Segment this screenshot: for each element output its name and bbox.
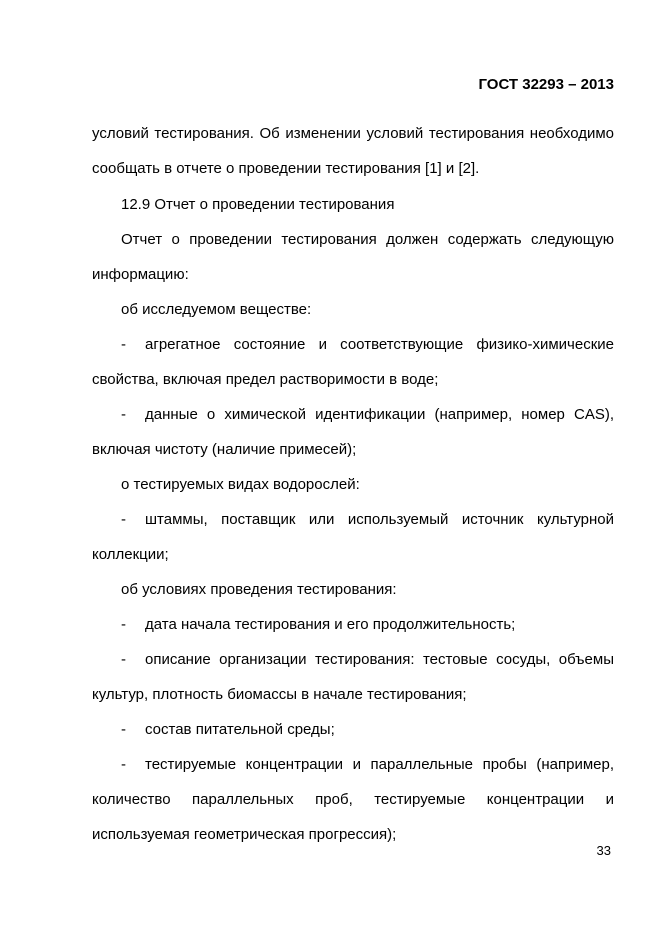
subsection-label: об исследуемом веществе: [121, 301, 312, 318]
list-dash: - [121, 721, 126, 738]
list-item-text: штаммы, поставщик или используемый источник культурной [145, 511, 614, 528]
text-line: используемая геометрическая прогрессия); [92, 826, 397, 843]
page-number: 33 [596, 843, 611, 858]
list-dash: - [121, 616, 126, 633]
text-line: свойства, включая предел растворимости в воде; [92, 371, 439, 388]
list-dash: - [121, 651, 126, 668]
list-dash: - [121, 756, 126, 773]
text-line: Отчет о проведении тестирования должен содержать следующую [121, 231, 614, 248]
section-heading: 12.9 Отчет о проведении тестирования [121, 196, 395, 213]
list-item-text: данные о химической идентификации (например, номер CAS), [145, 406, 614, 423]
subsection-label: об условиях проведения тестирования: [121, 581, 397, 598]
list-dash: - [121, 511, 126, 528]
list-item-text: дата начала тестирования и его продолжительность; [145, 616, 516, 633]
text-line: коллекции; [92, 546, 169, 563]
list-dash: - [121, 406, 126, 423]
list-item-text: состав питательной среды; [145, 721, 335, 738]
list-dash: - [121, 336, 126, 353]
text-line: информацию: [92, 266, 189, 283]
text-line: включая чистоту (наличие примесей); [92, 441, 357, 458]
text-line: сообщать в отчете о проведении тестирования [1] и [2]. [92, 160, 480, 177]
text-line: количество параллельных проб, тестируемые концентрации и [92, 791, 614, 808]
text-line: культур, плотность биомассы в начале тестирования; [92, 686, 467, 703]
text-line: условий тестирования. Об изменении условий тестирования необходимо [92, 125, 614, 142]
list-item-text: описание организации тестирования: тестовые сосуды, объемы [145, 651, 614, 668]
list-item-text: агрегатное состояние и соответствующие физико-химические [145, 336, 614, 353]
document-header: ГОСТ 32293 – 2013 [478, 76, 614, 93]
list-item-text: тестируемые концентрации и параллельные пробы (например, [145, 756, 614, 773]
subsection-label: о тестируемых видах водорослей: [121, 476, 360, 493]
